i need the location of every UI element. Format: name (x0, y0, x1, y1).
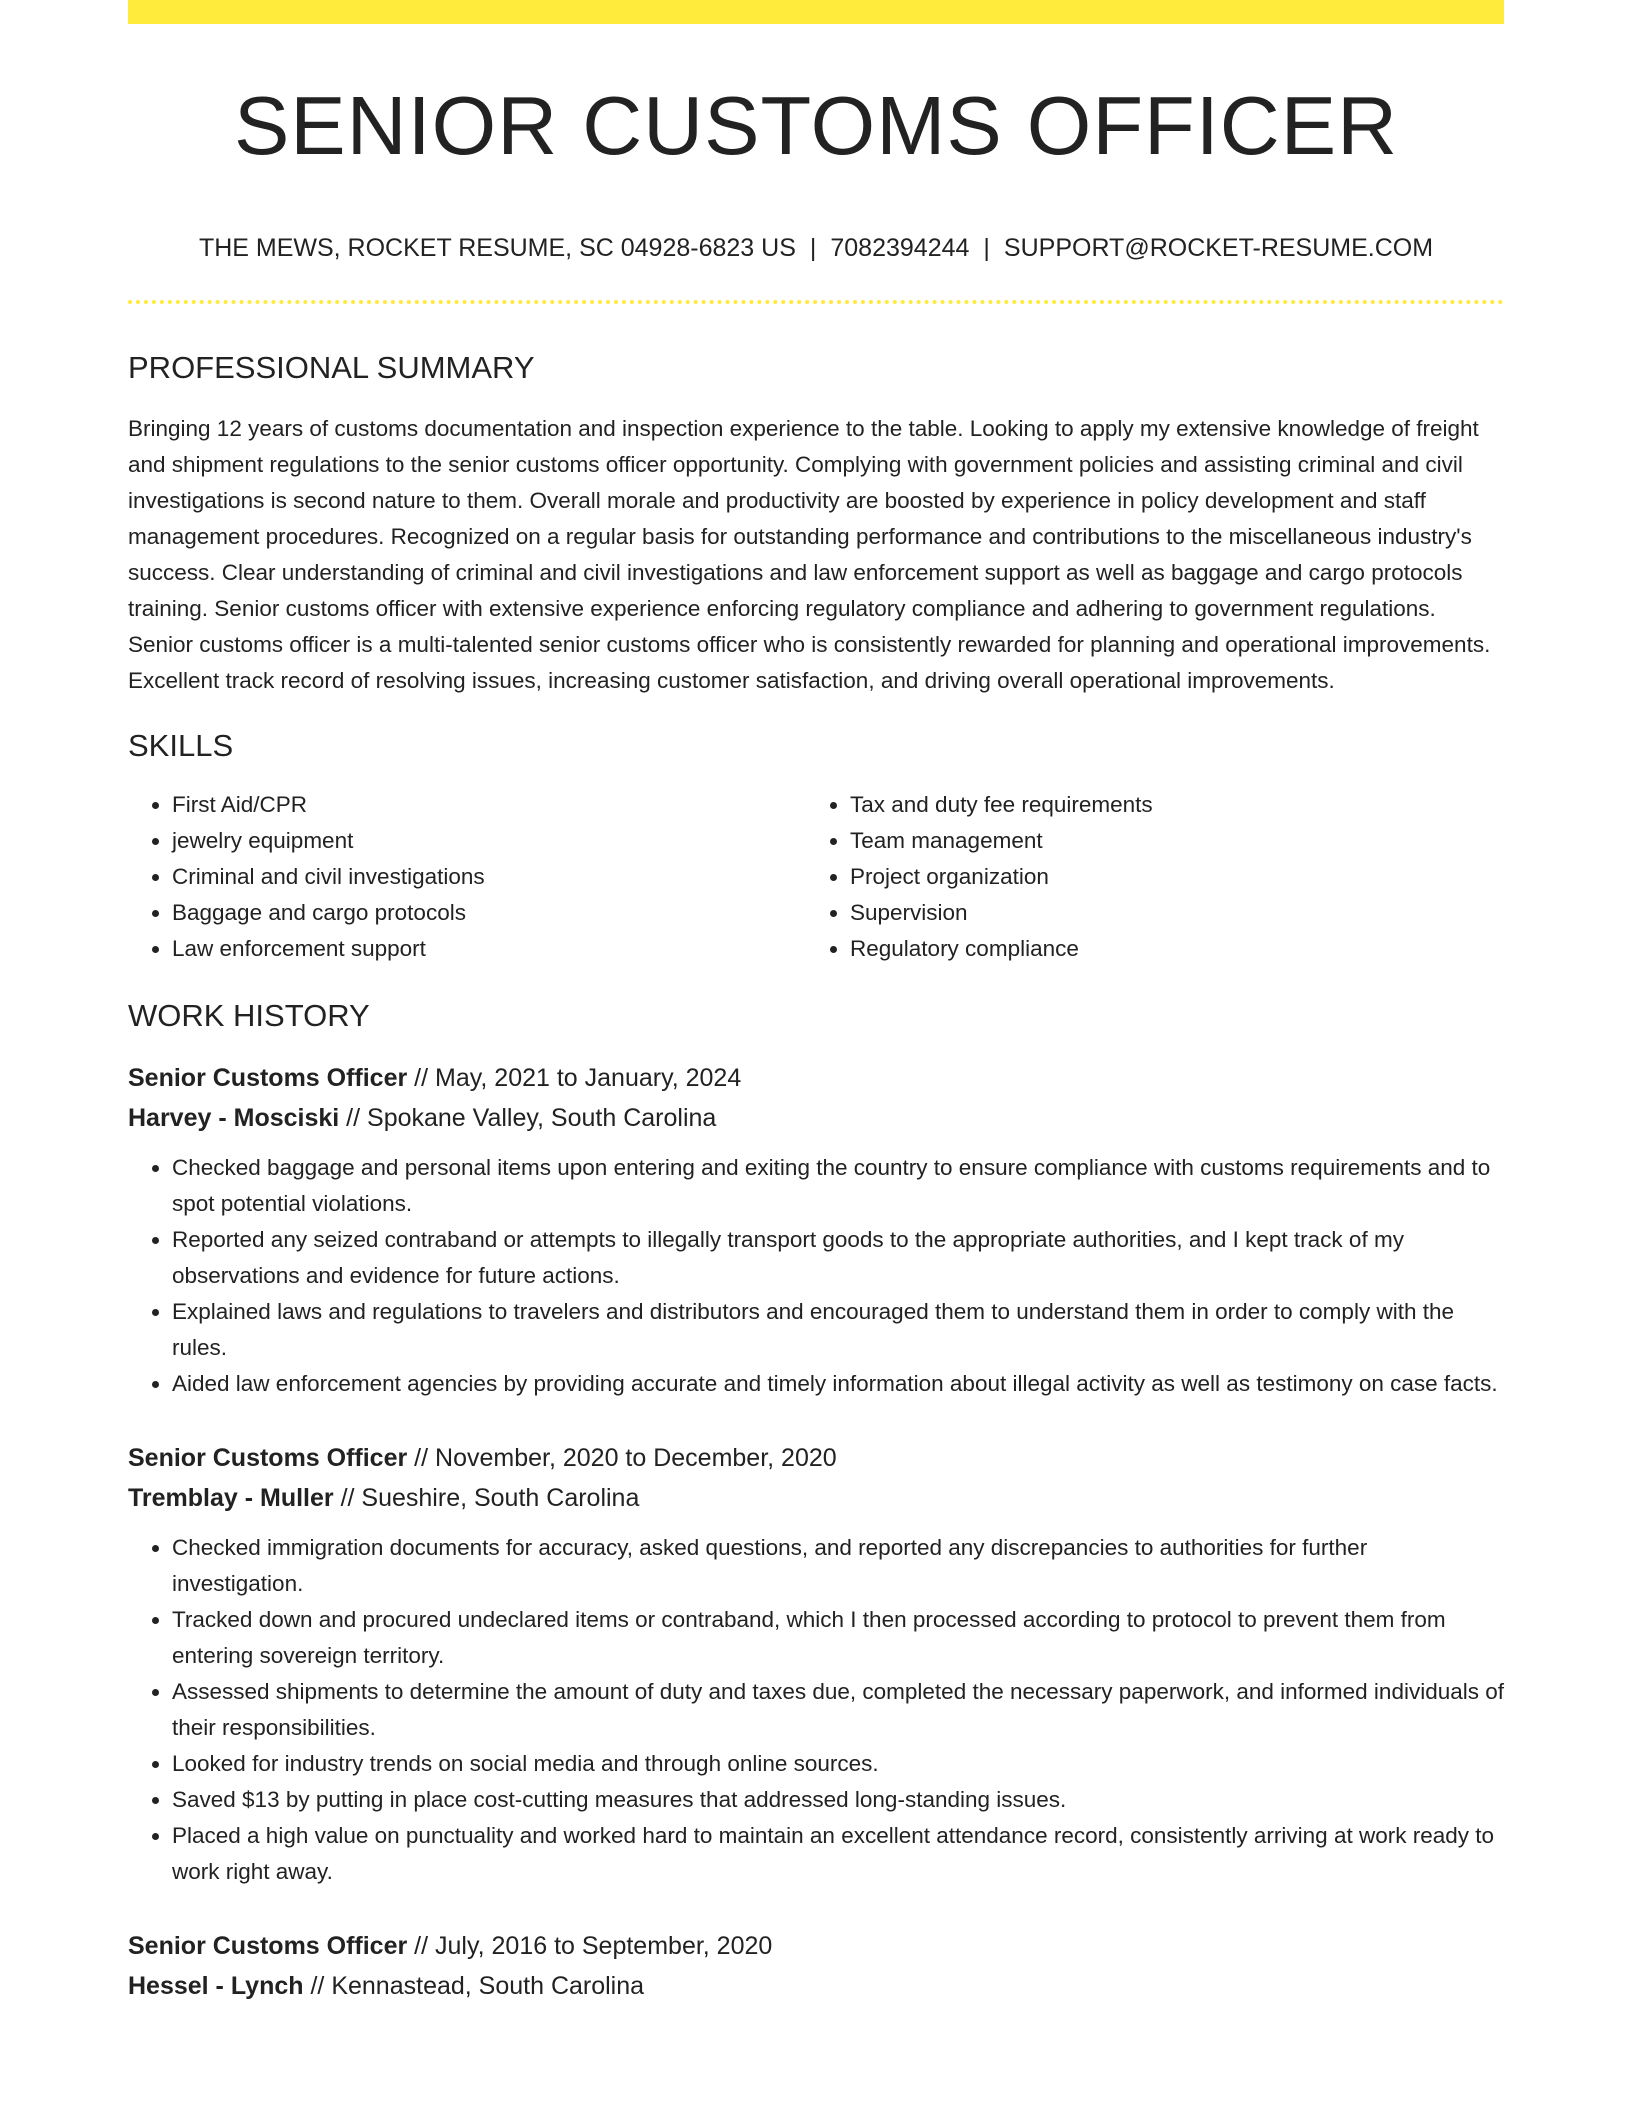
contact-email: SUPPORT@ROCKET-RESUME.COM (1003, 234, 1434, 263)
contact-line (128, 233, 1504, 263)
job-bullet: • Checked immigration documents for accuracy, asked questions, and reported any discrepancies to authorities for further investigation. (172, 1530, 1504, 1602)
skill-item: • Baggage and cargo protocols (172, 895, 806, 931)
field-separator: // (303, 1971, 332, 2000)
job-bullet: • Looked for industry trends on social media and through online sources. (172, 1746, 1504, 1782)
resume-page (128, 0, 1504, 2006)
skill-item: • Project organization (850, 859, 1484, 895)
job-bullet: • Checked baggage and personal items upon entering and exiting the country to ensure compliance with customs requirements and to spot potential violations. (172, 1150, 1504, 1222)
job-company-line (128, 1098, 1504, 1138)
skills-heading: SKILLS (128, 728, 234, 764)
skill-item: • Law enforcement support (172, 931, 806, 967)
job-bullet: • Assessed shipments to determine the amount of duty and taxes due, completed the necessary paperwork, and informed individuals of their responsibilities. (172, 1674, 1504, 1746)
skills-list (128, 787, 1504, 967)
job-bullets (128, 1530, 1504, 1890)
skill-item: • Regulatory compliance (850, 931, 1484, 967)
job-company: Harvey - Mosciski (128, 1103, 340, 1132)
job-bullet: • Tracked down and procured undeclared items or contraband, which I then processed according to protocol to prevent them from entering sovereign territory. (172, 1602, 1504, 1674)
job-bullets (128, 1150, 1504, 1402)
skills-column-left (128, 787, 806, 967)
field-separator: // (333, 1483, 362, 1512)
job-location: Spokane Valley, South Carolina (367, 1103, 717, 1132)
job-company-line (128, 1478, 1504, 1518)
job-title: Senior Customs Officer (128, 1443, 408, 1472)
job-company: Hessel - Lynch (128, 1971, 304, 2000)
job-title-line (128, 1438, 1504, 1478)
summary-text: Bringing 12 years of customs documentation and inspection experience to the table. Looking to apply my extensive knowledge of freight and shipment regulations to the senior customs officer opportunity. Complying with government policies and assisting criminal and civil investigations is second nature to them. Overall morale and productivity are boosted by experience in policy development and staff management procedures. Recognized on a regular basis for outstanding performance and contributions to the miscellaneous industry's success. Clear understanding of criminal and civil investigations and law enforcement support as well as baggage and cargo protocols training. Senior customs officer with extensive experience enforcing regulatory compliance and adhering to government regulations. Senior customs officer is a multi-talented senior customs officer who is consistently rewarded for planning and operational improvements. Excellent track record of resolving issues, increasing customer satisfaction, and driving overall operational improvements. (128, 416, 1491, 694)
job-title: Senior Customs Officer (128, 1063, 408, 1092)
contact-separator: | (809, 234, 817, 263)
skill-item: • Team management (850, 823, 1484, 859)
job-dates: May, 2021 to January, 2024 (435, 1063, 742, 1092)
skills-column-right (806, 787, 1484, 967)
job-bullet: • Placed a high value on punctuality and worked hard to maintain an excellent attendance record, consistently arriving at work ready to work right away. (172, 1818, 1504, 1890)
job-dates: November, 2020 to December, 2020 (435, 1443, 837, 1472)
job-company: Tremblay - Muller (128, 1483, 334, 1512)
job-entry (128, 1058, 1504, 1402)
job-title-line (128, 1926, 1504, 1966)
job-company-line (128, 1966, 1504, 2006)
field-separator: // (407, 1443, 436, 1472)
job-bullet: • Aided law enforcement agencies by providing accurate and timely information about illegal activity as well as testimony on case facts. (172, 1366, 1504, 1402)
dotted-divider (128, 300, 1504, 304)
job-title-line (128, 1058, 1504, 1098)
job-title: Senior Customs Officer (128, 1931, 408, 1960)
skill-item: • jewelry equipment (172, 823, 806, 859)
accent-bar (128, 0, 1504, 24)
job-bullet: • Explained laws and regulations to travelers and distributors and encouraged them to understand them in order to comply with the rules. (172, 1294, 1504, 1366)
job-entry (128, 1926, 1504, 2006)
contact-phone: 7082394244 (830, 234, 970, 263)
contact-address: THE MEWS, ROCKET RESUME, SC 04928-6823 US (198, 234, 796, 263)
field-separator: // (407, 1931, 436, 1960)
field-separator: // (407, 1063, 436, 1092)
skill-item: • Criminal and civil investigations (172, 859, 806, 895)
skill-item: • Tax and duty fee requirements (850, 787, 1484, 823)
job-bullet: • Reported any seized contraband or attempts to illegally transport goods to the appropriate authorities, and I kept track of my observations and evidence for future actions. (172, 1222, 1504, 1294)
job-location: Sueshire, South Carolina (361, 1483, 640, 1512)
skill-item: • First Aid/CPR (172, 787, 806, 823)
work-history-heading: WORK HISTORY (128, 997, 370, 1033)
job-entry (128, 1438, 1504, 1890)
contact-separator: | (983, 234, 990, 263)
field-separator: // (339, 1103, 368, 1132)
summary-heading: PROFESSIONAL SUMMARY (128, 350, 535, 386)
resume-title: SENIOR CUSTOMS OFFICER (233, 79, 1399, 172)
job-bullet: • Saved $13 by putting in place cost-cutting measures that addressed long-standing issues. (172, 1782, 1504, 1818)
job-dates: July, 2016 to September, 2020 (435, 1931, 773, 1960)
job-location: Kennastead, South Carolina (331, 1971, 645, 2000)
skill-item: • Supervision (850, 895, 1484, 931)
